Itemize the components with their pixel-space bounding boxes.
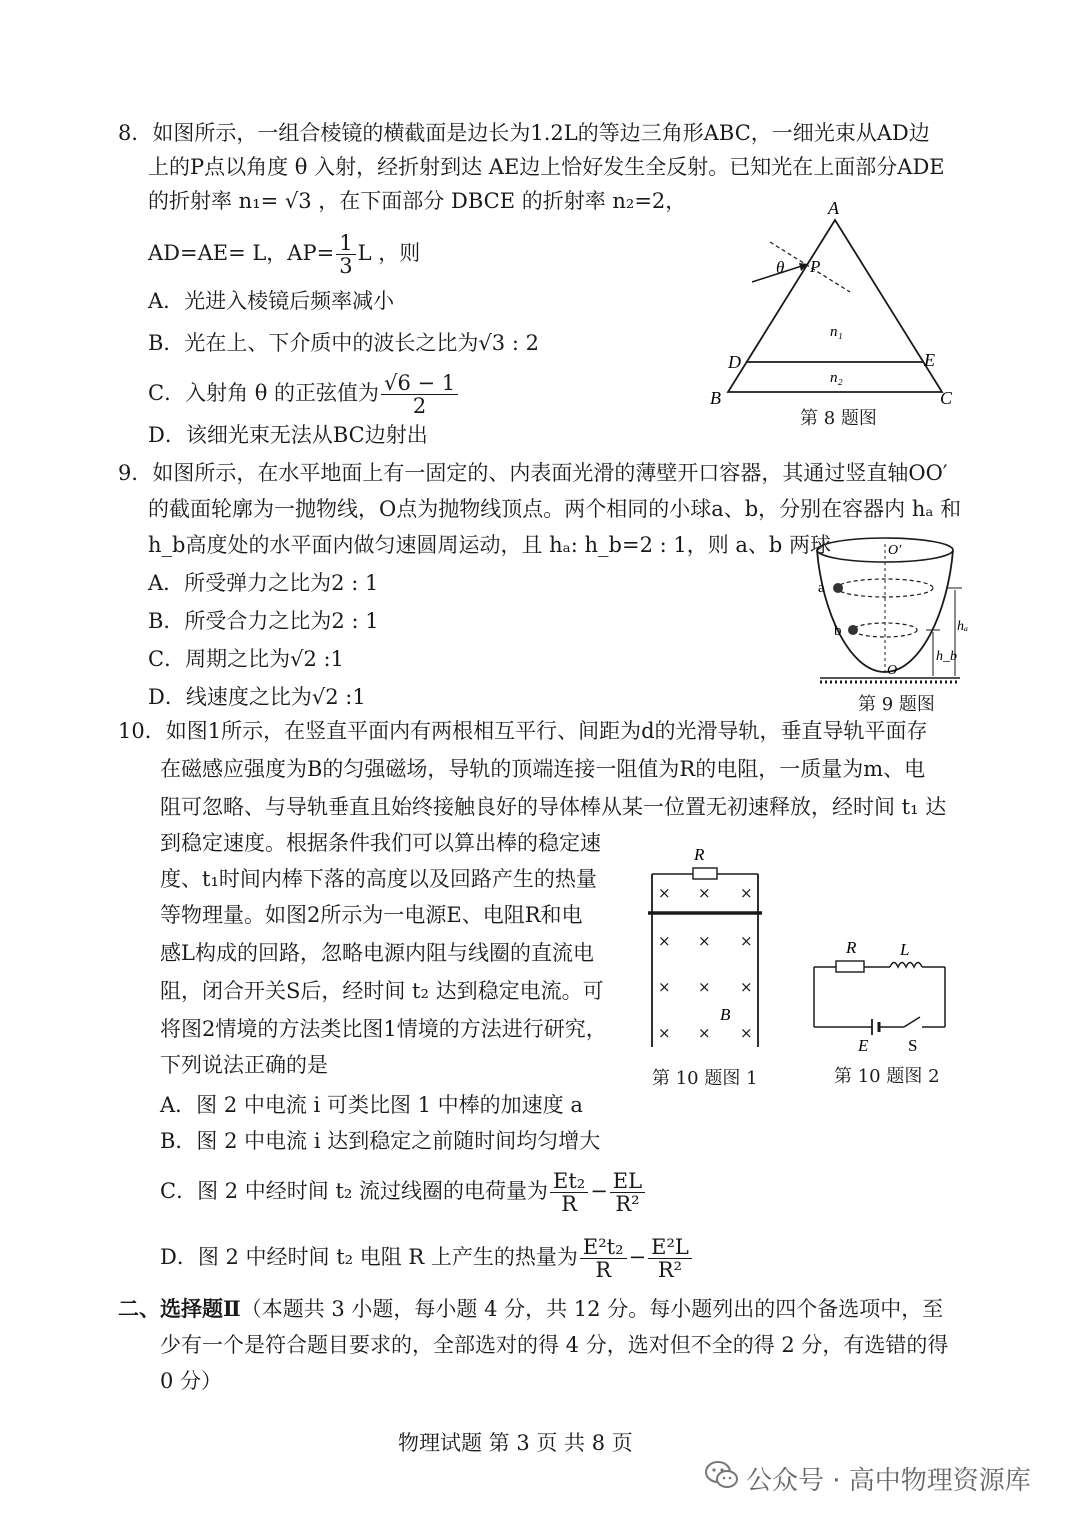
section2-line2: 少有一个是符合题目要求的，全部选对的得 4 分，选对但不全的得 2 分，有选错的得 [160,1333,949,1357]
q9-option-a: A．所受弹力之比为2 : 1 [148,571,379,595]
section2-intro: （本题共 3 小题，每小题 4 分，共 12 分。每小题列出的四个备选项中，至 [240,1297,944,1321]
label-n1: n₁ [830,324,843,340]
q10-d-f2-num: E²L [648,1236,692,1259]
label-O-prime: O′ [888,543,902,558]
q8-prism-figure [700,200,970,430]
q9-line1: 9．如图所示，在水平地面上有一固定的、内表面光滑的薄壁开口容器，其通过竖直轴OO′ [118,461,948,485]
q8-line1: 8．如图所示，一组合棱镜的横截面是边长为1.2L的等边三角形ABC，一细光束从AD边 [118,121,930,145]
q9-option-d: D．线速度之比为√2 :1 [148,685,366,709]
q8-option-c-fraction [381,372,458,417]
q10-line8: 阻，闭合开关S后，经时间 t₂ 达到稳定电流。可 [160,979,604,1003]
label-a: a [818,580,825,596]
q9-line2: 的截面轮廓为一抛物线，O点为抛物线顶点。两个相同的小球a、b，分别在容器内 hₐ 和 [148,497,962,521]
q10-option-d-minus: − [628,1245,647,1269]
section2-title: 二、选择题Ⅱ [118,1296,241,1321]
q10-c-f1-den: R [561,1192,577,1216]
inductor-coil [890,963,922,968]
q8-line4-b: L ，则 [357,241,421,265]
q9-container-figure [800,532,970,692]
label-E: E [858,1036,869,1055]
field-cross: × [658,932,671,950]
q10-option-d-frac2 [648,1236,692,1281]
q10-option-c [160,1170,647,1215]
q10-c-f1-num: Et₂ [550,1170,588,1193]
watermark-text: 公众号 · 高中物理资源库 [746,1466,1031,1496]
q8-option-b: B．光在上、下介质中的波长之比为√3 : 2 [148,331,539,355]
label-ha: hₐ [957,619,969,634]
q8-option-a: A．光进入棱镜后频率减小 [148,289,395,313]
field-cross: × [658,884,671,902]
label-B: B [720,1005,731,1024]
q10-option-b: B．图 2 中电流 i 达到稳定之前随时间均匀增大 [160,1129,601,1153]
field-cross: × [698,884,711,902]
q10-line7: 感L构成的回路，忽略电源内阻与线圈的直流电 [160,941,594,965]
q10-option-c-frac2 [610,1170,645,1215]
section2-line3: 0 分） [160,1369,223,1393]
label-A: A [828,200,839,218]
label-P: P [810,257,821,276]
q9-line3: h_b高度处的水平面内做匀速圆周运动，且 hₐ: h_b=2 : 1，则 a、b 两球 [148,533,832,557]
field-cross: × [740,1024,753,1042]
q8-option-d: D．该细光束无法从BC边射出 [148,423,428,447]
q10-c-f2-den: R² [615,1192,640,1216]
resistor-r [836,961,864,972]
q10-line6: 等物理量。如图2所示为一电源E、电阻R和电 [160,903,583,927]
page-footer: 物理试题 第 3 页 共 8 页 [398,1431,633,1455]
q10-option-a: A．图 2 中电流 i 可类比图 1 中棒的加速度 a [160,1093,583,1117]
q10-line3: 阻可忽略、与导轨垂直且始终接触良好的导体棒从某一位置无初速释放，经时间 t₁ 达 [160,795,947,819]
label-n2: n₂ [830,370,843,386]
q8-line4-a: AD=AE= L，AP= [148,241,335,265]
q10-d-f1-num: E²t₂ [580,1236,627,1259]
q10-fig2-caption: 第 10 题图 2 [834,1066,940,1087]
q10-fig2-circuit [800,935,960,1060]
q8-line4 [148,232,420,277]
field-cross: × [698,978,711,996]
q8-ap-fraction [336,232,355,277]
q9-figure-caption: 第 9 题图 [858,694,935,715]
field-cross: × [658,1024,671,1042]
resistor-r [693,868,717,879]
label-theta: θ [776,258,785,277]
q8-option-c-den: 2 [412,394,427,418]
label-L: L [900,940,910,959]
q10-d-f1-den: R [595,1258,612,1282]
label-R: R [694,845,705,864]
label-b: b [834,623,842,639]
switch-blade [904,1017,920,1027]
section2-line1 [118,1294,943,1324]
q8-option-c-text: C．入射角 θ 的正弦值为 [148,381,380,405]
ball-a [833,583,843,593]
field-cross: × [740,932,753,950]
q10-line1: 10．如图1所示，在竖直平面内有两根相互平行、间距为d的光滑导轨，垂直导轨平面存 [118,719,928,743]
q8-figure-caption: 第 8 题图 [800,408,877,429]
q10-line10: 下列说法正确的是 [160,1053,328,1077]
q10-line5: 度、t₁时间内棒下落的高度以及回路产生的热量 [160,867,597,891]
field-cross: × [698,932,711,950]
q8-line3: 的折射率 n₁= √3 ，在下面部分 DBCE 的折射率 n₂=2， [148,189,687,213]
label-R: R [846,938,857,957]
ball-b [848,625,858,635]
q10-option-c-text: C．图 2 中经时间 t₂ 流过线圈的电荷量为 [160,1179,548,1203]
label-O: O [887,663,898,678]
q10-option-c-minus: − [590,1179,608,1203]
q8-line2: 上的P点以角度 θ 入射，经折射到达 AE边上恰好发生全反射。已知光在上面部分ADE [148,155,945,179]
prism-triangle [728,220,942,392]
q8-option-c [148,372,460,417]
q8-option-c-num: √6 − 1 [381,372,458,395]
label-B: B [710,388,721,408]
q10-d-f2-den: R² [657,1258,683,1282]
label-C: C [940,388,953,408]
q9-option-c: C．周期之比为√2 :1 [148,647,344,671]
field-cross: × [698,1024,711,1042]
q10-option-d-frac1 [580,1236,627,1281]
field-cross: × [658,978,671,996]
label-S: S [908,1036,918,1055]
q10-fig1-caption: 第 10 题图 1 [652,1068,758,1089]
q10-line9: 将图2情境的方法类比图1情境的方法进行研究， [160,1017,607,1041]
q10-option-c-frac1 [550,1170,588,1215]
label-E: E [924,350,935,370]
q10-option-d-text: D．图 2 中经时间 t₂ 电阻 R 上产生的热量为 [160,1245,578,1269]
q8-ap-den: 3 [339,254,353,278]
q8-ap-num: 1 [336,232,355,255]
q10-line2: 在磁感应强度为B的匀强磁场，导轨的顶端连接一阻值为R的电阻，一质量为m、电 [160,757,926,781]
wechat-icon [704,1460,740,1490]
q10-line4: 到稳定速度。根据条件我们可以算出棒的稳定速 [160,831,601,855]
label-D: D [728,352,741,372]
q10-option-d [160,1236,694,1281]
label-hb: h_b [936,649,957,664]
q10-fig1-rails [640,842,770,1054]
field-cross: × [740,978,753,996]
q9-option-b: B．所受合力之比为2 : 1 [148,609,379,633]
field-cross: × [740,884,753,902]
q10-c-f2-num: EL [610,1170,645,1193]
